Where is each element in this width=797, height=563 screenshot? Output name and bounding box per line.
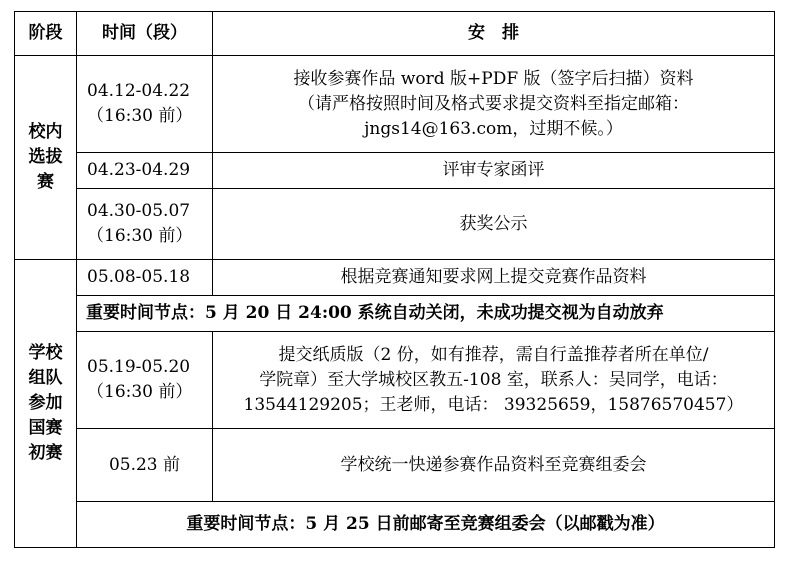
time-cell: 05.08-05.18: [77, 260, 213, 296]
phase-line: 学校: [28, 343, 63, 363]
header-phase: 阶段: [15, 12, 77, 56]
header-row: [15, 12, 775, 56]
time-cell: 05.23 前: [77, 429, 213, 502]
phase-line: 参加: [28, 393, 63, 413]
arrangement-cell: 接收参赛作品 word 版+PDF 版（签字后扫描）资料 （请严格按照时间及格式要求提交资料至指定邮箱： jngs14@163.com，过期不候。）: [213, 56, 775, 153]
table-row: [15, 332, 775, 429]
table-row: [15, 189, 775, 260]
arrangement-cell: 学校统一快递参赛作品资料至竞赛组委会: [213, 429, 775, 502]
table-row: [15, 153, 775, 189]
table-row: [15, 429, 775, 502]
important-notice: 重要时间节点：5 月 20 日 24:00 系统自动关闭，未成功提交视为自动放弃: [77, 296, 775, 332]
time-cell: 04.12-04.22 （16:30 前）: [77, 56, 213, 153]
schedule-table: [14, 11, 775, 548]
phase-school-selection: [15, 56, 77, 260]
phase-line: 初赛: [28, 443, 63, 463]
table-row: [15, 56, 775, 153]
phase-line: 国赛: [28, 418, 63, 438]
time-cell: 05.19-05.20 （16:30 前）: [77, 332, 213, 429]
table-row: [15, 260, 775, 296]
arrangement-cell: 根据竞赛通知要求网上提交竞赛作品资料: [213, 260, 775, 296]
time-cell: 04.23-04.29: [77, 153, 213, 189]
important-notice: 重要时间节点：5 月 25 日前邮寄至竞赛组委会（以邮戳为准）: [77, 502, 775, 548]
arrangement-cell: 提交纸质版（2 份，如有推荐，需自行盖推荐者所在单位/ 学院章）至大学城校区教五-108 室，联系人：吴同学，电话： 13544129205；王老师，电话： 39325659，15876570457）: [213, 332, 775, 429]
phase-line: 赛: [37, 172, 54, 192]
header-time: 时间（段）: [77, 12, 213, 56]
notice-row: [15, 296, 775, 332]
phase-line: 选拔: [28, 147, 63, 167]
notice-row: [15, 502, 775, 548]
arrangement-cell: 评审专家函评: [213, 153, 775, 189]
phase-team-national: [15, 260, 77, 548]
phase-line: 组队: [28, 368, 63, 388]
header-arrangement: 安 排: [213, 12, 775, 56]
time-cell: 04.30-05.07 （16:30 前）: [77, 189, 213, 260]
arrangement-cell: 获奖公示: [213, 189, 775, 260]
phase-line: 校内: [28, 122, 63, 142]
